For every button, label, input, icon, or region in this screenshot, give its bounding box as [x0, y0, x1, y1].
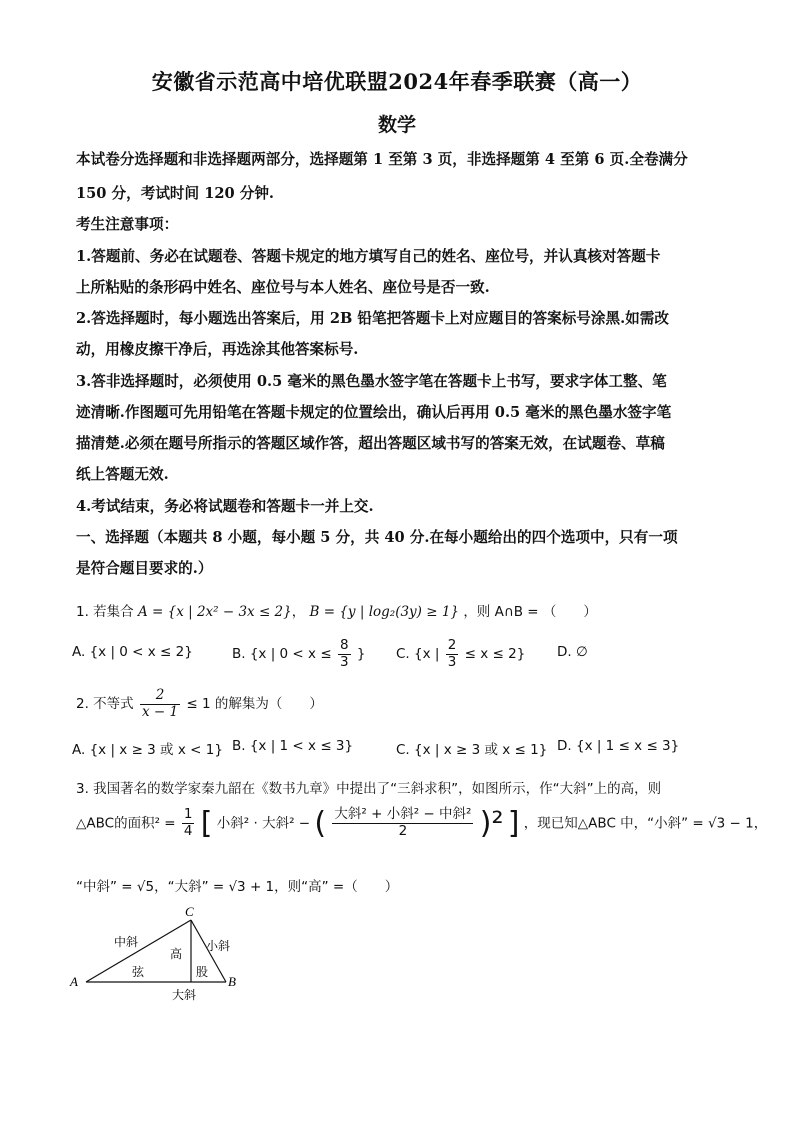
label-daxie: 大斜: [172, 988, 197, 1002]
label-c: C: [185, 904, 194, 919]
q3-left-bracket: [: [200, 806, 213, 841]
intro-line-2: 150 分，考试时间 120 分钟.: [76, 185, 274, 202]
q3-right-paren: )²: [479, 806, 504, 841]
q1-set-b: B = {y | log₂(3y) ≥ 1}: [309, 604, 460, 620]
q3-left-paren: (: [314, 806, 327, 841]
q1-tail: ，则 A∩B = （ ）: [463, 604, 597, 620]
q1-option-c-fraction: $\frac{2}{3}$: [447, 637, 457, 670]
notice-3a: 3.答非选择题时，必须使用 0.5 毫米的黑色墨水签字笔在答题卡上书写，要求字体工整、笔: [76, 373, 667, 390]
q2-fraction: $\frac{2}{x - 1}$: [141, 687, 179, 720]
q1-option-b: B. {x | 0 < x ≤ $\frac{8}{3}$ }: [232, 637, 366, 670]
section-heading-2: 是符合题目要求的.）: [76, 560, 213, 577]
label-xian: 弦: [132, 965, 145, 979]
page-title: 安徽省示范高中培优联盟2024年春季联赛（高一）: [151, 69, 643, 94]
q3-big-fraction: $\frac{\text{大斜² + 小斜² − 中斜²}}{2}$: [334, 806, 472, 839]
q1-lead: 1. 若集合: [76, 604, 134, 620]
notice-3c: 描清楚.必须在题号所指示的答题区域作答，超出答题区域书写的答案无效，在试题卷、草稿: [76, 435, 665, 452]
notice-2a: 2.答选择题时，每小题选出答案后，用 2B 铅笔把答题卡上对应题目的答案标号涂黑.如需改: [76, 310, 669, 327]
q2-option-d: D. {x | 1 ≤ x ≤ 3}: [557, 738, 680, 754]
notice-3b: 迹清晰.作图题可先用铅笔在答题卡规定的位置绘出，确认后再用 0.5 毫米的黑色墨水签字笔: [76, 404, 672, 421]
notice-1b: 上所粘贴的条形码中姓名、座位号与本人姓名、座位号是否一致.: [76, 279, 490, 296]
label-a: A: [70, 974, 78, 989]
notice-3d: 纸上答题无效.: [76, 466, 169, 483]
label-xiaoxie: 小斜: [206, 939, 231, 953]
section-heading-1: 一、选择题（本题共 8 小题，每小题 5 分，共 40 分.在每小题给出的四个选项中，只有一项: [76, 529, 678, 546]
question-1: 1. 若集合 A = {x | 2x² − 3x ≤ 2}， B = {y | log₂(3y) ≥ 1} ，则 A∩B = （ ）: [76, 604, 597, 620]
notice-title: 考生注意事项：: [76, 216, 179, 233]
q3-right-bracket: ]: [507, 806, 520, 841]
label-b: B: [228, 974, 236, 989]
q1-set-a: A = {x | 2x² − 3x ≤ 2}: [137, 604, 292, 620]
label-zhongxie: 中斜: [114, 935, 139, 949]
intro-line-1: 本试卷分选择题和非选择题两部分，选择题第 1 至第 3 页，非选择题第 4 至第 6 页.全卷满分: [76, 151, 688, 168]
notice-4: 4.考试结束，务必将试题卷和答题卡一并上交.: [76, 498, 374, 515]
q1-option-b-fraction: $\frac{8}{3}$: [339, 637, 349, 670]
q1-option-a: A. {x | 0 < x ≤ 2}: [72, 644, 193, 660]
question-2: [76, 688, 323, 720]
question-3-line-1: 3. 我国著名的数学家秦九韶在《数书九章》中提出了“三斜求积”，如图所示，作“大斜”上的高，则: [76, 781, 662, 797]
label-gu: 股: [196, 965, 209, 979]
notice-1a: 1.答题前、务必在试题卷、答题卡规定的地方填写自己的姓名、座位号，并认真核对答题卡: [76, 248, 661, 265]
q1-option-c: C. {x | $\frac{2}{3}$ ≤ x ≤ 2}: [396, 637, 526, 670]
q2-option-b: B. {x | 1 < x ≤ 3}: [232, 738, 354, 754]
q2-lead: 2. 不等式: [76, 696, 134, 713]
question-3-formula: △ABC的面积² = $\frac{1}{4}$ [ 小斜² · 大斜² − ( $\frac{\text{大斜² + 小斜² − 中斜²}}{2}$ )² ] ，现已知△ABC 中，“小斜” = √3 − 1，: [76, 806, 768, 841]
question-3-line-3: “中斜” = √5，“大斜” = √3 + 1，则“高” =（ ）: [76, 879, 399, 895]
q2-tail: ≤ 1 的解集为（ ）: [186, 696, 323, 713]
label-gao: 高: [170, 947, 183, 961]
subject-title: 数学: [377, 114, 416, 136]
triangle-figure: [66, 900, 246, 1010]
q2-option-a: A. {x | x ≥ 3 或 x < 1}: [72, 742, 223, 758]
q2-option-c: C. {x | x ≥ 3 或 x ≤ 1}: [396, 742, 548, 758]
q1-option-d: D. ∅: [557, 644, 588, 660]
notice-2b: 动，用橡皮擦干净后，再选涂其他答案标号.: [76, 341, 359, 358]
q3-quarter-fraction: $\frac{1}{4}$: [183, 806, 193, 839]
